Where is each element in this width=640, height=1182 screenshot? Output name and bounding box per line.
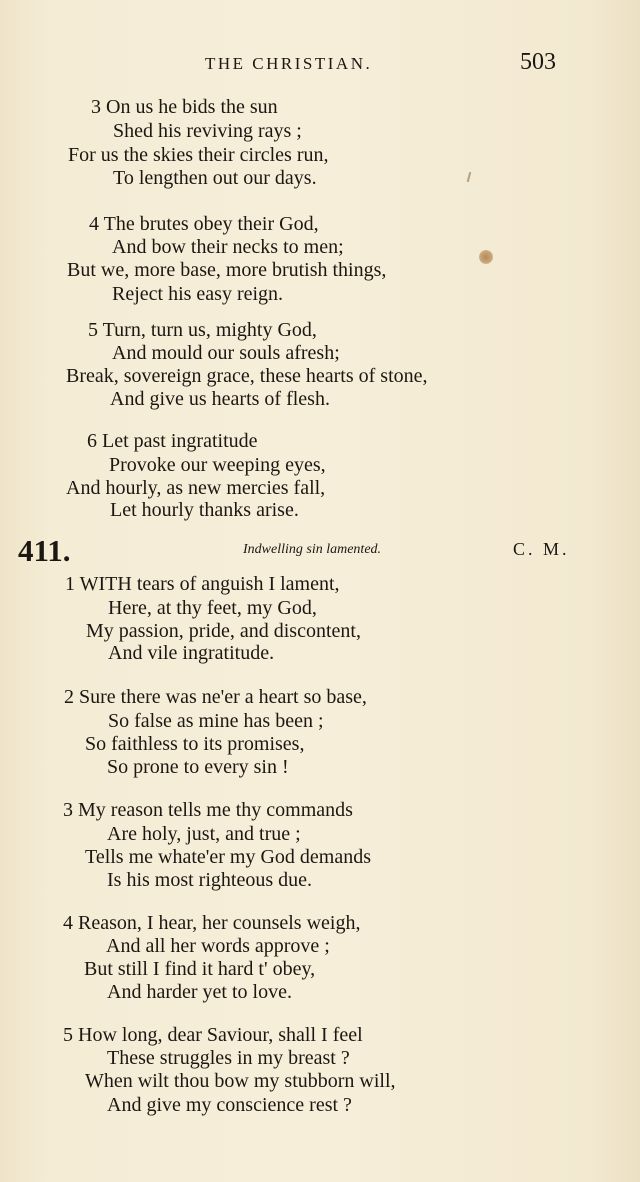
- hymn-meter: C. M.: [513, 539, 570, 559]
- verse-line: Tells me whate'er my God demands: [85, 846, 372, 868]
- verse-line: 1 WITH tears of anguish I lament,: [65, 573, 340, 595]
- ink-blot: [479, 250, 493, 264]
- verse-line: Is his most righteous due.: [107, 869, 312, 891]
- page-number: 503: [520, 49, 556, 75]
- verse-line: And mould our souls afresh;: [112, 342, 340, 364]
- verse-line: But still I find it hard t' obey,: [84, 958, 316, 980]
- verse-line: So false as mine has been ;: [108, 710, 324, 732]
- verse-line: 3 My reason tells me thy commands: [63, 799, 353, 821]
- hymn-title: Indwelling sin lamented.: [243, 542, 382, 557]
- verse-line: And vile ingratitude.: [108, 642, 275, 664]
- verse-line: Provoke our weeping eyes,: [109, 454, 326, 476]
- paper-speck: [467, 172, 472, 182]
- verse-line: 6 Let past ingratitude: [87, 430, 258, 452]
- verse-line: So faithless to its promises,: [85, 733, 305, 755]
- verse-line: When wilt thou bow my stubborn will,: [85, 1070, 396, 1092]
- verse-line: And give my conscience rest ?: [107, 1094, 352, 1116]
- verse-line: To lengthen out our days.: [113, 167, 317, 189]
- verse-line: Let hourly thanks arise.: [110, 499, 299, 521]
- verse-line: Shed his reviving rays ;: [113, 120, 302, 142]
- verse-line: Here, at thy feet, my God,: [108, 597, 317, 619]
- verse-line: And bow their necks to men;: [112, 236, 344, 258]
- verse-line: Break, sovereign grace, these hearts of stone,: [66, 365, 428, 387]
- verse-line: 5 Turn, turn us, mighty God,: [88, 319, 317, 341]
- verse-line: For us the skies their circles run,: [68, 144, 329, 166]
- hymn-number: 411.: [18, 533, 71, 568]
- running-head: [0, 49, 640, 82]
- verse-line: But we, more base, more brutish things,: [67, 259, 387, 281]
- verse-line: These struggles in my breast ?: [107, 1047, 350, 1069]
- verse-line: 3 On us he bids the sun: [91, 96, 278, 118]
- verse-line: 2 Sure there was ne'er a heart so base,: [64, 686, 367, 708]
- verse-line: 4 The brutes obey their God,: [89, 213, 319, 235]
- verse-line: So prone to every sin !: [107, 756, 289, 778]
- verse-line: And all her words approve ;: [106, 935, 330, 957]
- verse-line: And harder yet to love.: [107, 981, 292, 1003]
- verse-line: 4 Reason, I hear, her counsels weigh,: [63, 912, 361, 934]
- verse-line: And give us hearts of flesh.: [110, 388, 330, 410]
- verse-line: 5 How long, dear Saviour, shall I feel: [63, 1024, 363, 1046]
- verse-line: And hourly, as new mercies fall,: [66, 477, 326, 499]
- verse-line: Reject his easy reign.: [112, 283, 284, 305]
- verse-line: My passion, pride, and discontent,: [86, 620, 361, 642]
- running-title: THE CHRISTIAN.: [205, 54, 373, 73]
- verse-line: Are holy, just, and true ;: [107, 823, 301, 845]
